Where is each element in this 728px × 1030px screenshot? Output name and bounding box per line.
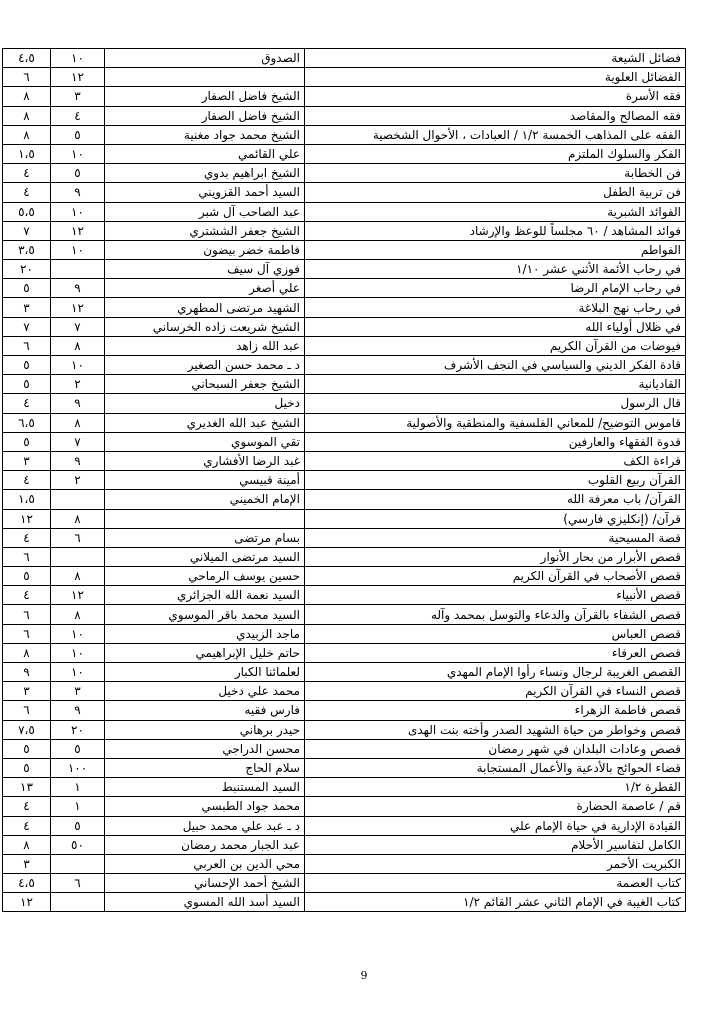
price-cell: ٣،٥ xyxy=(3,240,51,259)
price-cell: ٨ xyxy=(3,643,51,662)
author-cell: ماجد الزبيدي xyxy=(105,624,305,643)
author-cell xyxy=(105,68,305,87)
price-cell: ١٢ xyxy=(3,893,51,912)
title-cell: قاموس التوضيح/ للمعاني الفلسفية والمنطقية والأصولية xyxy=(305,413,686,432)
table-row xyxy=(3,202,686,221)
table-row xyxy=(3,106,686,125)
price-cell: ٥ xyxy=(3,567,51,586)
price-cell: ٥ xyxy=(3,375,51,394)
table-row xyxy=(3,643,686,662)
author-cell: علي أصغر xyxy=(105,279,305,298)
author-cell: الشيخ عبد الله الغديري xyxy=(105,413,305,432)
title-cell: قدوة الفقهاء والعارفين xyxy=(305,432,686,451)
author-cell: بسام مرتضى xyxy=(105,528,305,547)
table-row xyxy=(3,605,686,624)
price-cell: ٤ xyxy=(3,586,51,605)
table-row xyxy=(3,336,686,355)
author-cell: الشيخ شريعت زاده الخرساني xyxy=(105,317,305,336)
author-cell: محمد علي دخيل xyxy=(105,682,305,701)
edition-cell: ٥ xyxy=(51,739,105,758)
author-cell: السيد مرتضى الميلاني xyxy=(105,547,305,566)
title-cell: الفواطم xyxy=(305,240,686,259)
author-cell: سلام الحاج xyxy=(105,758,305,777)
edition-cell: ١٢ xyxy=(51,586,105,605)
table-row xyxy=(3,739,686,758)
table-row xyxy=(3,164,686,183)
price-cell: ٤ xyxy=(3,797,51,816)
author-cell: د ـ عبد علي محمد حبيل xyxy=(105,816,305,835)
table-row xyxy=(3,720,686,739)
author-cell: الإمام الخميني xyxy=(105,490,305,509)
title-cell: قصص وعادات البلدان في شهر رمضان xyxy=(305,739,686,758)
table-body xyxy=(3,49,686,912)
title-cell: فضائل الشيعة xyxy=(305,49,686,68)
table-row xyxy=(3,432,686,451)
edition-cell: ١٠ xyxy=(51,663,105,682)
table-row xyxy=(3,279,686,298)
title-cell: قصص الأنبياء xyxy=(305,586,686,605)
table-row xyxy=(3,471,686,490)
table-row xyxy=(3,413,686,432)
page-number: 9 xyxy=(360,969,368,982)
author-cell: محي الدين بن العربي xyxy=(105,854,305,873)
author-cell: السيد نعمة الله الجزائري xyxy=(105,586,305,605)
edition-cell: ١٠٠ xyxy=(51,758,105,777)
table-row xyxy=(3,260,686,279)
edition-cell: ٢ xyxy=(51,471,105,490)
table-row xyxy=(3,221,686,240)
author-cell: علي القائمي xyxy=(105,144,305,163)
edition-cell: ٨ xyxy=(51,413,105,432)
author-cell xyxy=(105,509,305,528)
price-cell: ٧ xyxy=(3,317,51,336)
author-cell: الشيخ أحمد الإحساني xyxy=(105,874,305,893)
price-cell: ٥ xyxy=(3,432,51,451)
title-cell: القاديانية xyxy=(305,375,686,394)
title-cell: فن الخطابة xyxy=(305,164,686,183)
author-cell: لعلمائنا الكبار xyxy=(105,663,305,682)
edition-cell: ١٢ xyxy=(51,221,105,240)
author-cell: الشيخ فاضل الصفار xyxy=(105,106,305,125)
edition-cell: ٨ xyxy=(51,605,105,624)
price-cell: ١،٥ xyxy=(3,144,51,163)
title-cell: الكبريت الأحمر xyxy=(305,854,686,873)
price-cell: ٧،٥ xyxy=(3,720,51,739)
title-cell: قصص العباس xyxy=(305,624,686,643)
price-cell: ١٣ xyxy=(3,778,51,797)
edition-cell: ٩ xyxy=(51,183,105,202)
title-cell: فقه المصالح والمقاصد xyxy=(305,106,686,125)
price-cell: ٤ xyxy=(3,164,51,183)
table-row xyxy=(3,356,686,375)
edition-cell xyxy=(51,893,105,912)
author-cell: حيدر برهاني xyxy=(105,720,305,739)
price-cell: ٦ xyxy=(3,624,51,643)
title-cell: الفضائل العلوية xyxy=(305,68,686,87)
author-cell: الشيخ محمد جواد مغنية xyxy=(105,125,305,144)
table-row xyxy=(3,701,686,720)
edition-cell: ٣ xyxy=(51,87,105,106)
edition-cell: ٥ xyxy=(51,164,105,183)
edition-cell: ٩ xyxy=(51,394,105,413)
title-cell: قال الرسول xyxy=(305,394,686,413)
title-cell: القرآن ربيع القلوب xyxy=(305,471,686,490)
title-cell: في ظلال أولياء الله xyxy=(305,317,686,336)
author-cell: أمينة قبيسي xyxy=(105,471,305,490)
author-cell: عبد الصاحب آل شبر xyxy=(105,202,305,221)
edition-cell xyxy=(51,547,105,566)
author-cell: الشيخ ابراهيم بدوي xyxy=(105,164,305,183)
author-cell: عبد الجبار محمد رمضان xyxy=(105,835,305,854)
author-cell: السيد أحمد القزويني xyxy=(105,183,305,202)
title-cell: في رحاب الأئمة الأثني عشر ١/١٠ xyxy=(305,260,686,279)
edition-cell: ١٢ xyxy=(51,298,105,317)
title-cell: قم / عاصمة الحضارة xyxy=(305,797,686,816)
table-row xyxy=(3,375,686,394)
edition-cell: ١٠ xyxy=(51,643,105,662)
price-cell: ٦ xyxy=(3,701,51,720)
title-cell: القرآن/ باب معرفة الله xyxy=(305,490,686,509)
edition-cell: ٩ xyxy=(51,451,105,470)
price-cell: ١٢ xyxy=(3,509,51,528)
edition-cell: ١٠ xyxy=(51,49,105,68)
title-cell: قصص النساء في القرآن الكريم xyxy=(305,682,686,701)
edition-cell: ١٠ xyxy=(51,202,105,221)
price-cell: ٤ xyxy=(3,394,51,413)
table-row xyxy=(3,298,686,317)
table-row xyxy=(3,874,686,893)
edition-cell: ٥ xyxy=(51,816,105,835)
table-row xyxy=(3,893,686,912)
author-cell: دخيل xyxy=(105,394,305,413)
price-cell: ٦ xyxy=(3,68,51,87)
edition-cell: ٨ xyxy=(51,567,105,586)
edition-cell: ٧ xyxy=(51,317,105,336)
edition-cell xyxy=(51,490,105,509)
title-cell: فن تربية الطفل xyxy=(305,183,686,202)
price-cell: ٥،٥ xyxy=(3,202,51,221)
author-cell: الشهيد مرتضى المطهري xyxy=(105,298,305,317)
author-cell: عبد الله زاهد xyxy=(105,336,305,355)
edition-cell: ٦ xyxy=(51,874,105,893)
table-row xyxy=(3,183,686,202)
title-cell: قصص الأصحاب في القرآن الكريم xyxy=(305,567,686,586)
table-row xyxy=(3,68,686,87)
table-row xyxy=(3,394,686,413)
edition-cell: ١٢ xyxy=(51,68,105,87)
title-cell: فيوضات من القرآن الكريم xyxy=(305,336,686,355)
table-row xyxy=(3,144,686,163)
title-cell: القصص الغريبة لرجال ونساء رأوا الإمام المهدي xyxy=(305,663,686,682)
table-row xyxy=(3,663,686,682)
edition-cell: ٥٠ xyxy=(51,835,105,854)
table-row xyxy=(3,509,686,528)
title-cell: في رحاب الإمام الرضا xyxy=(305,279,686,298)
price-cell: ٦ xyxy=(3,605,51,624)
price-cell: ٩ xyxy=(3,663,51,682)
price-cell: ٤ xyxy=(3,816,51,835)
table-row xyxy=(3,758,686,777)
book-table xyxy=(2,48,686,912)
table-row xyxy=(3,490,686,509)
author-cell: السيد محمد باقر الموسوي xyxy=(105,605,305,624)
author-cell: الشيخ جعفر الششتري xyxy=(105,221,305,240)
author-cell: الصدوق xyxy=(105,49,305,68)
price-cell: ٢٠ xyxy=(3,260,51,279)
price-cell: ٦ xyxy=(3,336,51,355)
table-row xyxy=(3,835,686,854)
edition-cell: ١ xyxy=(51,778,105,797)
edition-cell xyxy=(51,260,105,279)
author-cell: حسين يوسف الرماحي xyxy=(105,567,305,586)
price-cell: ٥ xyxy=(3,739,51,758)
table-row xyxy=(3,682,686,701)
title-cell: فقه الأسرة xyxy=(305,87,686,106)
table-row xyxy=(3,586,686,605)
price-cell: ٣ xyxy=(3,682,51,701)
price-cell: ٥ xyxy=(3,758,51,777)
title-cell: فوائد المشاهد / ٦٠ مجلساً للوعظ والإرشاد xyxy=(305,221,686,240)
table-row xyxy=(3,317,686,336)
price-cell: ٨ xyxy=(3,835,51,854)
price-cell: ٨ xyxy=(3,87,51,106)
title-cell: القطرة ١/٢ xyxy=(305,778,686,797)
author-cell: حاتم خليل الإبراهيمي xyxy=(105,643,305,662)
table-row xyxy=(3,451,686,470)
price-cell: ٨ xyxy=(3,125,51,144)
table-row xyxy=(3,778,686,797)
edition-cell: ٨ xyxy=(51,509,105,528)
price-cell: ٧ xyxy=(3,221,51,240)
title-cell: في رحاب نهج البلاغة xyxy=(305,298,686,317)
title-cell: قراءة الكف xyxy=(305,451,686,470)
edition-cell: ٢٠ xyxy=(51,720,105,739)
author-cell: تقي الموسوي xyxy=(105,432,305,451)
title-cell: قصص العرفاء xyxy=(305,643,686,662)
table-row xyxy=(3,87,686,106)
edition-cell: ٣ xyxy=(51,682,105,701)
price-cell: ٣ xyxy=(3,854,51,873)
price-cell: ٤ xyxy=(3,183,51,202)
title-cell: الفقه على المذاهب الخمسة ١/٢ / العبادات ، الأحوال الشخصية xyxy=(305,125,686,144)
title-cell: القيادة الإدارية في حياة الإمام علي xyxy=(305,816,686,835)
edition-cell: ٢ xyxy=(51,375,105,394)
table-row xyxy=(3,797,686,816)
price-cell: ٨ xyxy=(3,106,51,125)
author-cell: الشيخ جعفر السبحاني xyxy=(105,375,305,394)
title-cell: كتاب العصمة xyxy=(305,874,686,893)
author-cell: غبد الرضا الأفشاري xyxy=(105,451,305,470)
table-row xyxy=(3,49,686,68)
table-row xyxy=(3,816,686,835)
table-row xyxy=(3,624,686,643)
table-row xyxy=(3,547,686,566)
author-cell: فوزي آل سيف xyxy=(105,260,305,279)
author-cell: محسن الدراجي xyxy=(105,739,305,758)
price-cell: ٤ xyxy=(3,528,51,547)
edition-cell xyxy=(51,854,105,873)
title-cell: قصص وخواطر من حياة الشهيد الصدر وأخته بنت الهدى xyxy=(305,720,686,739)
edition-cell: ١٠ xyxy=(51,356,105,375)
title-cell: قصص فاطمة الزهراء xyxy=(305,701,686,720)
edition-cell: ١٠ xyxy=(51,240,105,259)
price-cell: ٦ xyxy=(3,547,51,566)
title-cell: قصة المسيحية xyxy=(305,528,686,547)
price-cell: ٥ xyxy=(3,279,51,298)
edition-cell: ٩ xyxy=(51,279,105,298)
title-cell: الكامل لتفاسير الأحلام xyxy=(305,835,686,854)
author-cell: فارس فقيه xyxy=(105,701,305,720)
price-cell: ٦،٥ xyxy=(3,413,51,432)
title-cell: قصص الأبرار من بحار الأنوار xyxy=(305,547,686,566)
author-cell: السيد أسد الله المسوي xyxy=(105,893,305,912)
author-cell: السيد المستنبط xyxy=(105,778,305,797)
author-cell: فاطمة خضر بيضون xyxy=(105,240,305,259)
edition-cell: ٨ xyxy=(51,336,105,355)
table-row xyxy=(3,567,686,586)
title-cell: قضاء الحوائج بالأدعية والأعمال المستجابة xyxy=(305,758,686,777)
edition-cell: ٩ xyxy=(51,701,105,720)
edition-cell: ١٠ xyxy=(51,144,105,163)
table-row xyxy=(3,854,686,873)
price-cell: ٣ xyxy=(3,451,51,470)
author-cell: الشيخ فاضل الصفار xyxy=(105,87,305,106)
title-cell: قرآن/ (إنكليزي فارسي) xyxy=(305,509,686,528)
edition-cell: ٧ xyxy=(51,432,105,451)
price-cell: ٥ xyxy=(3,356,51,375)
edition-cell: ٦ xyxy=(51,528,105,547)
table-row xyxy=(3,528,686,547)
price-cell: ٣ xyxy=(3,298,51,317)
title-cell: قادة الفكر الديني والسياسي في النجف الأشرف xyxy=(305,356,686,375)
price-cell: ٤ xyxy=(3,471,51,490)
edition-cell: ١ xyxy=(51,797,105,816)
title-cell: الفوائد الشبرية xyxy=(305,202,686,221)
table-row xyxy=(3,125,686,144)
author-cell: د ـ محمد حسن الصغير xyxy=(105,356,305,375)
title-cell: كتاب الغيبة في الإمام الثاني عشر القائم ١/٢ xyxy=(305,893,686,912)
price-cell: ١،٥ xyxy=(3,490,51,509)
price-cell: ٤،٥ xyxy=(3,874,51,893)
book-price-list xyxy=(0,48,728,912)
edition-cell: ٥ xyxy=(51,125,105,144)
table-row xyxy=(3,240,686,259)
edition-cell: ١٠ xyxy=(51,624,105,643)
title-cell: الفكر والسلوك الملتزم xyxy=(305,144,686,163)
author-cell: محمد جواد الطبسي xyxy=(105,797,305,816)
edition-cell: ٤ xyxy=(51,106,105,125)
title-cell: قصص الشفاء بالقرآن والدعاء والتوسل بمحمد وآله xyxy=(305,605,686,624)
price-cell: ٤،٥ xyxy=(3,49,51,68)
